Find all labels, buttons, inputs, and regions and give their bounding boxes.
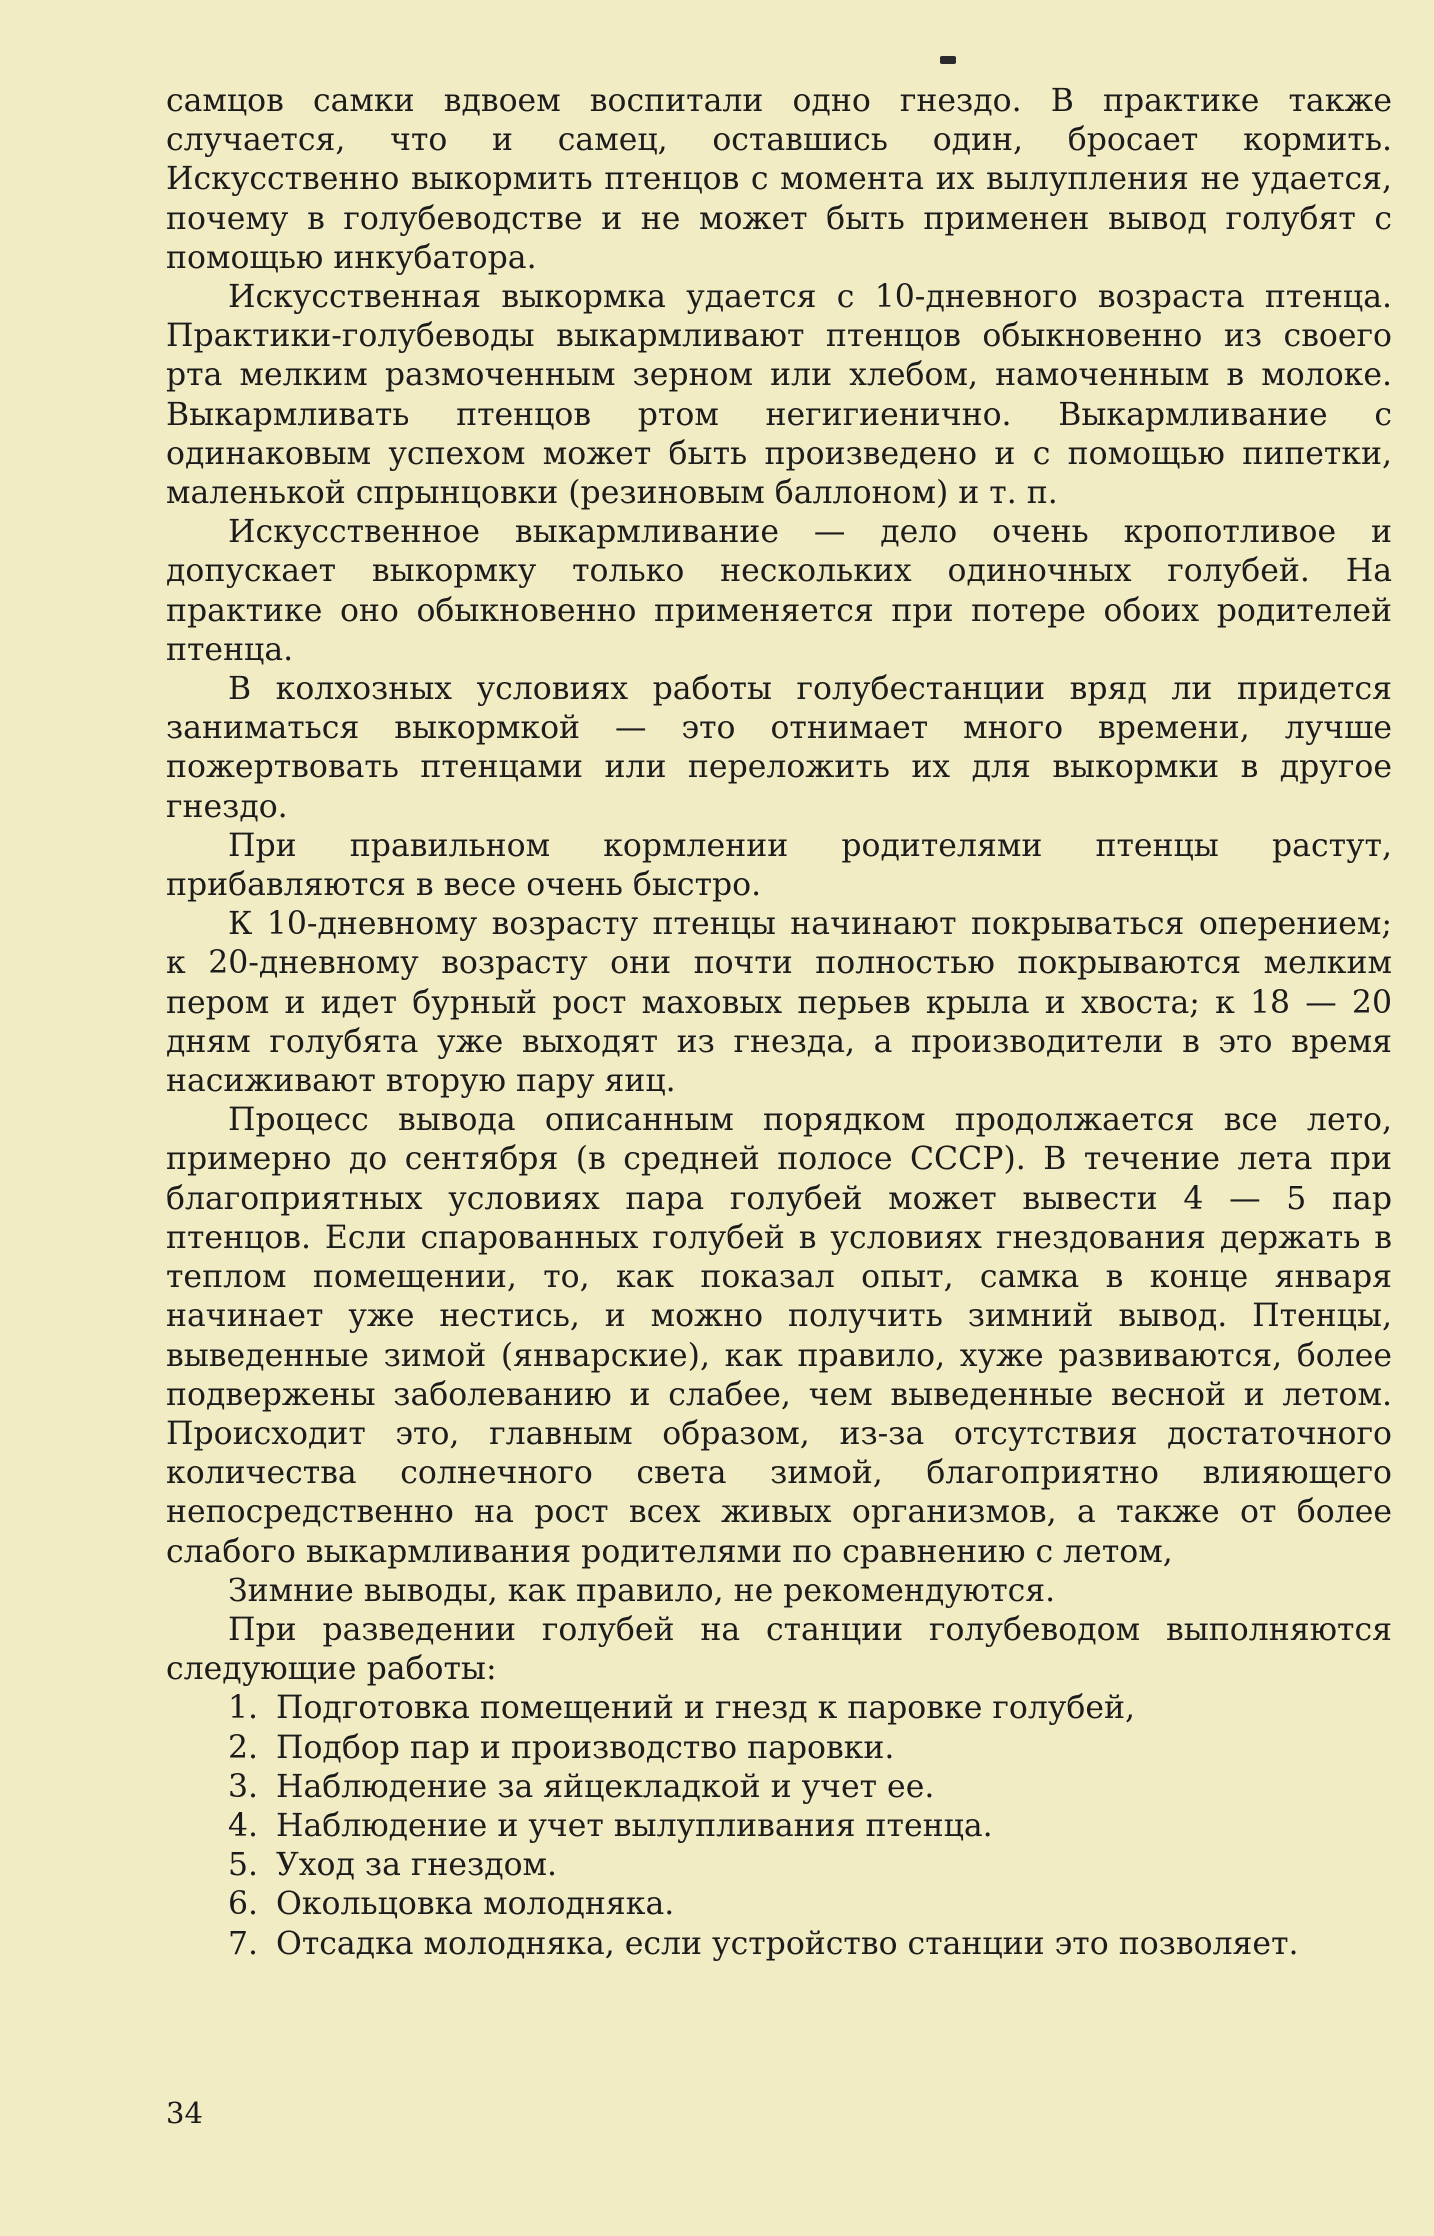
list-item-text: Наблюдение за яйцекладкой и учет ее.	[276, 1768, 935, 1805]
list-item-number: 6.	[228, 1886, 259, 1923]
works-list	[166, 1689, 1392, 1963]
list-item	[166, 1689, 1392, 1728]
list-item	[166, 1925, 1392, 1964]
paragraph-winter-broods: Зимние выводы, как правило, не рекомендуются.	[228, 1572, 1056, 1609]
list-item-number: 2.	[228, 1729, 259, 1766]
paragraph-artificial-feeding: Искусственная выкормка удается с 10-дневного возраста птенца. Практики-голубеводы выкармливают птенцов обыкновенно из своего рта мелким размоченным зерном или хлебом, намоченным в молоке. Выкармливать птенцов ртом негигиенично. Выкармливание с одинаковым успехом может быть произведено и с помощью пипетки, маленькой спрынцовки (резиновым баллоном) и т. п.	[166, 279, 1392, 512]
list-item-text: Подготовка помещений и гнезд к паровке голубей,	[276, 1690, 1135, 1727]
page-body	[166, 82, 1392, 1964]
paragraph-continued: самцов самки вдвоем воспитали одно гнездо. В практике также случается, что и самец, оставшись один, бросает кормить. Искусственно выкормить птенцов с момента их вылупления не удается, почему в голубеводстве и не может быть применен вывод голубят с помощью инкубатора.	[166, 83, 1392, 276]
list-item-text: Наблюдение и учет вылупливания птенца.	[276, 1807, 993, 1844]
list-item	[166, 1846, 1392, 1885]
list-item	[166, 1885, 1392, 1924]
paragraph-feeding-labor: Искусственное выкармливание — дело очень кропотливое и допускает выкормку только нескольких одиночных голубей. На практике оно обыкновенно применяется при потере обоих родителей птенца.	[166, 514, 1392, 668]
paragraph-breeding-process: Процесс вывода описанным порядком продолжается все лето, примерно до сентября (в средней полосе СССР). В течение лета при благоприятных условиях пара голубей может вывести 4 — 5 пар птенцов. Если спарованных голубей в условиях гнездования держать в теплом помещении, то, как показал опыт, самка в конце января начинает уже нестись, и можно получить зимний вывод. Птенцы, выведенные зимой (январские), как правило, хуже развиваются, более подвержены заболеванию и слабее, чем выведенные весной и летом. Происходит это, главным образом, из-за отсутствия достаточного количества солнечного света зимой, благоприятно влияющего непосредственно на рост всех живых организмов, а также от более слабого выкармливания родителями по сравнению с летом,	[166, 1102, 1392, 1570]
list-item	[166, 1729, 1392, 1768]
list-item	[166, 1807, 1392, 1846]
list-item-text: Окольцовка молодняка.	[276, 1886, 675, 1923]
list-item-text: Подбор пар и производство паровки.	[276, 1729, 895, 1766]
page-number: 34	[166, 2096, 203, 2130]
paragraph-growth: К 10-дневному возрасту птенцы начинают покрываться оперением; к 20-дневному возрасту они почти полностью покрываются мелким пером и идет бурный рост маховых перьев крыла и хвоста; к 18 — 20 дням голубята уже выходят из гнезда, а производители в это время насиживают вторую пару яиц.	[166, 906, 1392, 1100]
list-item-number: 1.	[228, 1690, 259, 1727]
list-item-number: 5.	[228, 1847, 259, 1884]
list-item-number: 7.	[228, 1925, 259, 1962]
paragraph-works-intro: При разведении голубей на станции голубеводом выполняются следующие работы:	[166, 1611, 1392, 1688]
list-item-text: Уход за гнездом.	[276, 1847, 558, 1884]
list-item-number: 4.	[228, 1807, 259, 1844]
printer-mark	[940, 56, 956, 64]
paragraph-kolkhoz-conditions: В колхозных условиях работы голубестанции вряд ли придется заниматься выкормкой — это отнимает много времени, лучше пожертвовать птенцами или переложить их для выкормки в другое гнездо.	[166, 671, 1392, 825]
list-item-text: Отсадка молодняка, если устройство станции это позволяет.	[276, 1925, 1299, 1962]
list-item-number: 3.	[228, 1768, 259, 1805]
list-item	[166, 1768, 1392, 1807]
paragraph-proper-feeding: При правильном кормлении родителями птенцы растут, прибавляются в весе очень быстро.	[166, 827, 1392, 904]
